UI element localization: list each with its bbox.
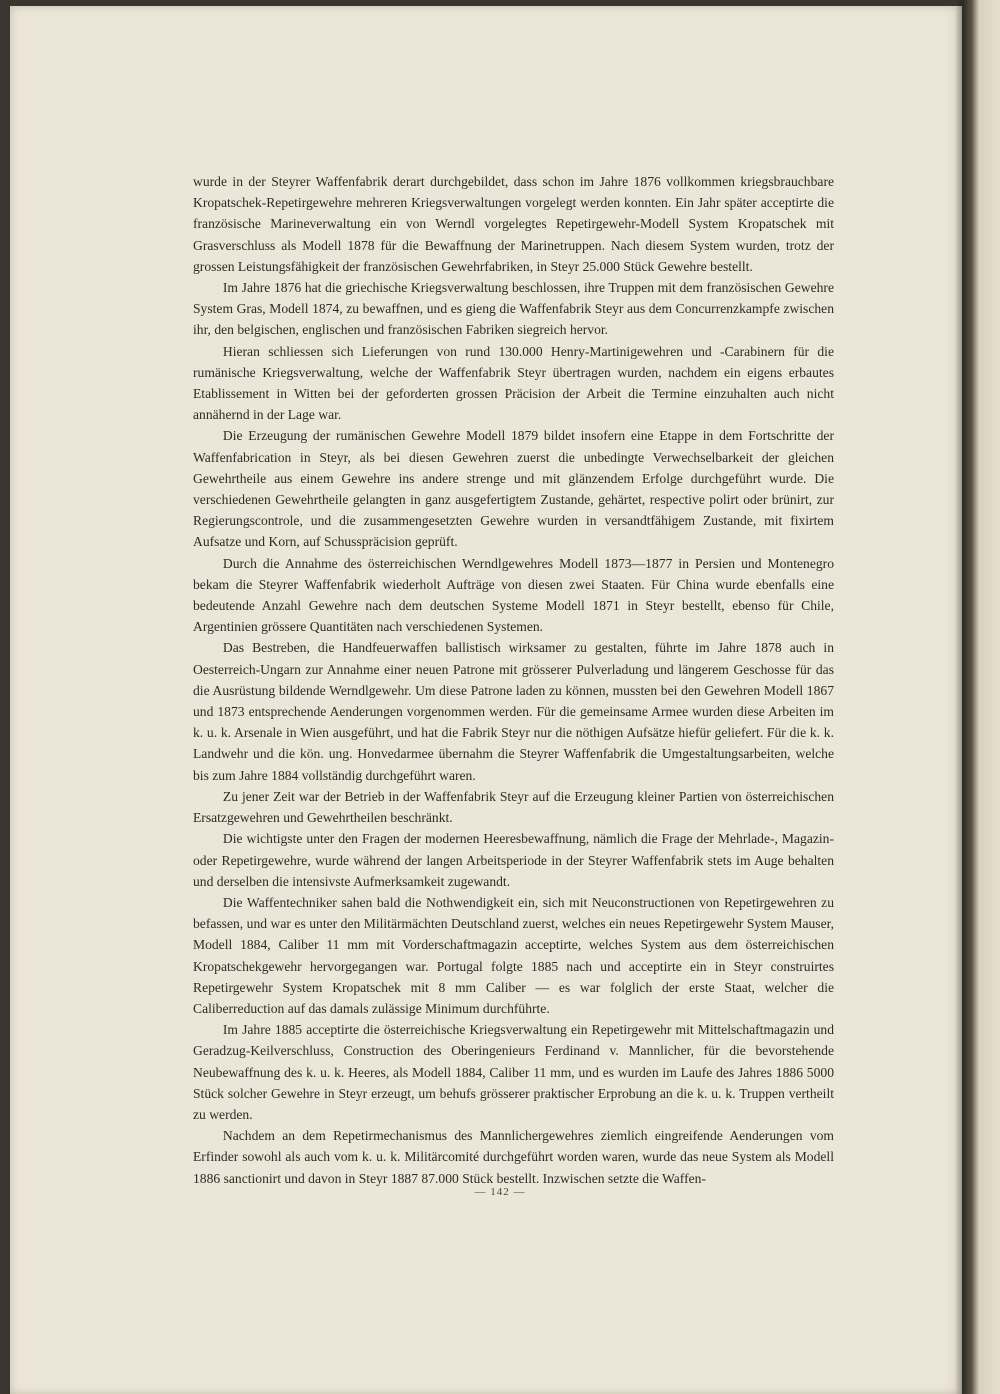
paragraph: Im Jahre 1885 acceptirte die österreichische Kriegsverwaltung ein Repetirgewehr mit Mittelschaftmagazin und Geradzug-Keilverschluss, Construction des Oberingenieurs Ferdinand v. Mannlicher, für die bevorstehende Neubewaffnung des k. u. k. Heeres, als Modell 1884, Caliber 11 mm, und es wurden im Laufe des Jahres 1886 5000 Stück solcher Gewehre in Steyr erzeugt, um behufs grösserer praktischer Erprobung an die k. u. k. Truppen vertheilt zu werden. [193, 1022, 834, 1122]
paragraph: Die Erzeugung der rumänischen Gewehre Modell 1879 bildet insofern eine Etappe in dem Fortschritte der Waffenfabrication in Steyr, als bei diesen Gewehren zuerst die unbedingte Verwechselbarkeit der gleichen Gewehrtheile aus einem Gewehre ins andere strenge und mit glänzendem Erfolge durchgeführt wurde. Die verschiedenen Gewehrtheile gelangten in ganz ausgefertigtem Zustande, gehärtet, respective polirt oder brünirt, zur Regierungscontrole, und die zusammengesetzten Gewehre wurden in versandtfähigem Zustande, mit fixirtem Aufsatze und Korn, auf Schusspräcision geprüft. [193, 428, 834, 550]
paragraph: Das Bestreben, die Handfeuerwaffen ballistisch wirksamer zu gestalten, führte im Jahre 1878 auch in Oesterreich-Ungarn zur Annahme einer neuen Patrone mit grösserer Pulverladung und längerem Geschosse für das die Ausrüstung bildende Werndlgewehr. Um diese Patrone laden zu können, mussten bei den Gewehren Modell 1867 und 1873 entsprechende Aenderungen vorgenommen werden. Für die gemeinsame Armee wurden diese Arbeiten im k. u. k. Arsenale in Wien ausgeführt, und hat die Fabrik Steyr nur die nöthigen Aufsätze hiefür geliefert. Für die k. k. Landwehr und die kön. ung. Honvedarmee übernahm die Steyrer Waffenfabrik die Umgestaltungsarbeiten, welche bis zum Jahre 1884 vollständig durchgeführt waren. [193, 640, 834, 783]
next-page-edge [962, 0, 1000, 1394]
page-number: — 142 — [474, 1186, 526, 1198]
paragraph: Die wichtigste unter den Fragen der modernen Heeresbewaffnung, nämlich die Frage der Mehrlade-, Magazin- oder Repetirgewehre, wurde während der langen Arbeitsperiode in der Steyrer Waffenfabrik stets im Auge behalten und derselben die intensivste Aufmerksamkeit zugewandt. [193, 831, 834, 889]
paragraph: Im Jahre 1876 hat die griechische Kriegsverwaltung beschlossen, ihre Truppen mit dem französischen Gewehre System Gras, Modell 1874, zu bewaffnen, und es gieng die Waffenfabrik Steyr aus dem Concurrenzkampfe zwischen ihr, den belgischen, englischen und französischen Fabriken siegreich hervor. [193, 280, 834, 338]
paragraph: Die Waffentechniker sahen bald die Nothwendigkeit ein, sich mit Neuconstructionen von Repetirgewehren zu befassen, und war es unter den Militärmächten Deutschland zuerst, welches ein neues Repetirgewehr System Mauser, Modell 1884, Caliber 11 mm mit Vorderschaftmagazin acceptirte, welches System aus dem österreichischen Kropatschekgewehr hervorgegangen war. Portugal folgte 1885 nach und acceptirte ein in Steyr construirtes Repetirgewehr System Kropatschek mit 8 mm Caliber — es war folglich der erste Staat, welcher die Caliberreduction auf das damals zulässige Minimum durchführte. [193, 894, 834, 1016]
paragraph: Hieran schliessen sich Lieferungen von rund 130.000 Henry-Martinigewehren und -Carabinern für die rumänische Kriegsverwaltung, welche der Waffenfabrik Steyr übertragen wurden, nachdem ein eigens erbautes Etablissement in Witten bei der geforderten grossen Präcision der Arbeit die Termine einzuhalten auch nicht annähernd in der Lage war. [193, 343, 834, 423]
paragraph: Nachdem an dem Repetirmechanismus des Mannlichergewehres ziemlich eingreifende Aenderungen vom Erfinder sowohl als auch vom k. u. k. Militärcomité durchgeführt worden waren, wurde das neue System als Modell 1886 sanctionirt und davon in Steyr 1887 87.000 Stück bestellt. Inzwischen setzte die Waffen- [193, 1128, 834, 1186]
body-text [193, 171, 834, 1189]
paragraph: wurde in der Steyrer Waffenfabrik derart durchgebildet, dass schon im Jahre 1876 vollkommen kriegsbrauchbare Kropatschek-Repetirgewehre mehreren Kriegsverwaltungen vorgelegt werden konnten. Ein Jahr später acceptirte die französische Marineverwaltung ein von Werndl vorgelegtes Repetirgewehr-Modell System Kropatschek mit Grasverschluss als Modell 1878 für die Bewaffnung der Marinetruppen. Nach diesem System wurden, trotz der grossen Leistungsfähigkeit der französischen Gewehrfabriken, in Steyr 25.000 Stück Gewehre bestellt. [193, 174, 834, 274]
paragraph: Durch die Annahme des österreichischen Werndlgewehres Modell 1873—1877 in Persien und Montenegro bekam die Steyrer Waffenfabrik wiederholt Aufträge von diesen zwei Staaten. Für China wurde ebenfalls eine bedeutende Anzahl Gewehre nach dem deutschen Systeme Modell 1871 in Steyr bestellt, ebenso für Chile, Argentinien grössere Quantitäten nach verschiedenen Systemen. [193, 555, 834, 635]
paragraph: Zu jener Zeit war der Betrieb in der Waffenfabrik Steyr auf die Erzeugung kleiner Partien von österreichischen Ersatzgewehren und Gewehrtheilen beschränkt. [193, 788, 834, 826]
